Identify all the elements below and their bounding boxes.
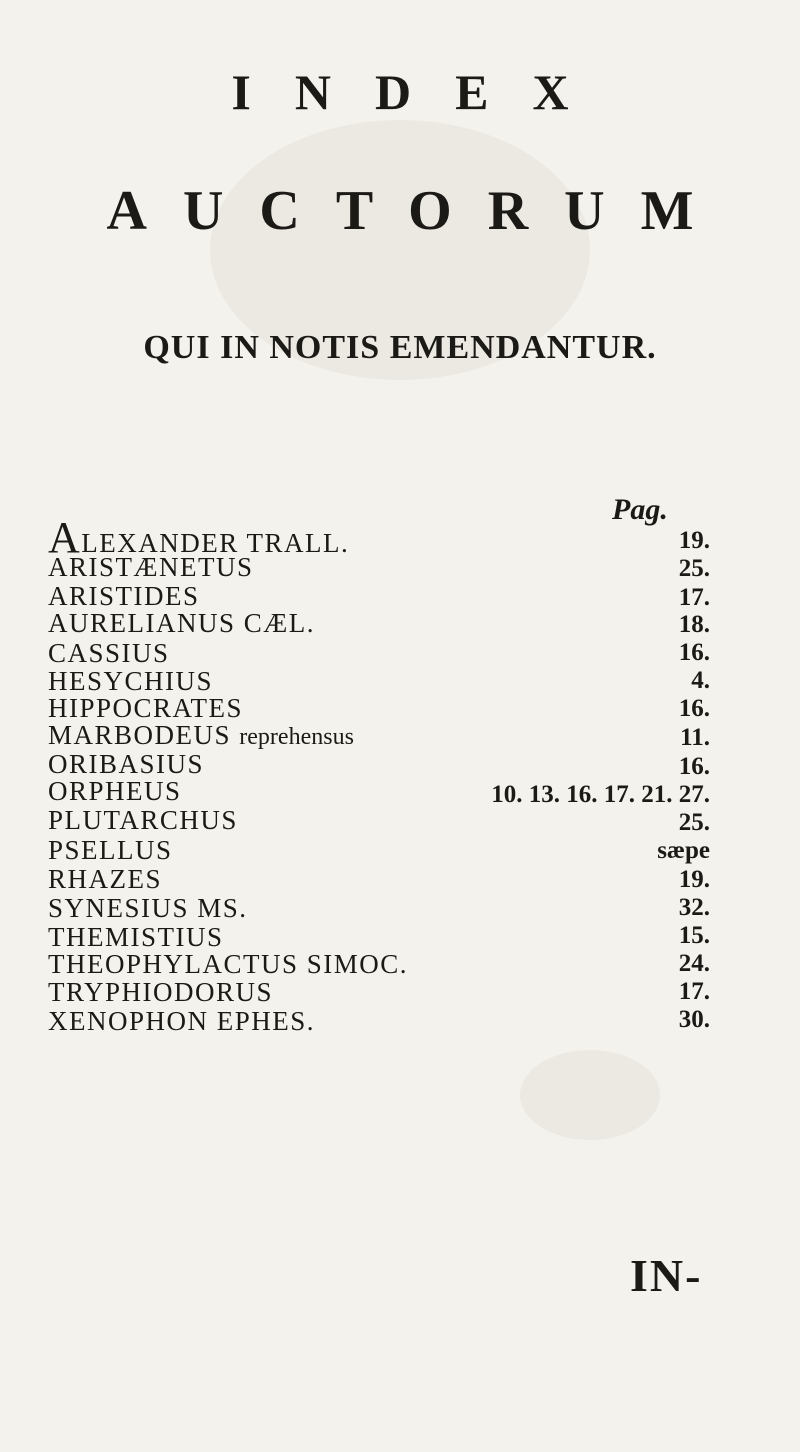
author-entry bbox=[48, 893, 248, 923]
paper-stain bbox=[520, 1050, 660, 1140]
author-entry bbox=[48, 949, 408, 979]
page-reference: 18. bbox=[678, 611, 710, 638]
page-reference: 16. bbox=[678, 753, 710, 780]
author-entry bbox=[48, 922, 224, 952]
page-reference: 24. bbox=[678, 950, 710, 977]
page-reference: 17. bbox=[678, 978, 710, 1005]
page-column-header: Pag. bbox=[612, 493, 668, 526]
author-name: ARISTIDES bbox=[48, 581, 200, 611]
page-reference: 32. bbox=[678, 894, 710, 921]
author-name: ORPHEUS bbox=[48, 776, 182, 806]
page-reference: sæpe bbox=[657, 837, 710, 864]
page-reference: 16. bbox=[678, 695, 710, 722]
page-reference: 10. 13. 16. 17. 21. 27. bbox=[491, 781, 710, 808]
page-reference: 17. bbox=[678, 584, 710, 611]
page-reference: 25. bbox=[678, 809, 710, 836]
page-reference: 25. bbox=[678, 555, 710, 582]
page-reference: 16. bbox=[678, 639, 710, 666]
author-name: THEOPHYLACTUS SIMOC. bbox=[48, 949, 409, 979]
author-name: MARBODEUS bbox=[48, 720, 232, 750]
page-reference: 15. bbox=[678, 922, 710, 949]
page-reference: 11. bbox=[680, 724, 710, 751]
catchword: IN- bbox=[630, 1250, 703, 1301]
author-name: AURELIANUS CÆL. bbox=[48, 608, 316, 638]
author-name: LEXANDER TRALL. bbox=[81, 528, 350, 558]
author-name: XENOPHON EPHES. bbox=[48, 1006, 316, 1036]
author-name: CASSIUS bbox=[48, 638, 170, 668]
drop-initial: A bbox=[48, 513, 82, 562]
author-name: ORIBASIUS bbox=[48, 749, 205, 779]
auctorum-title: AUCTORUM bbox=[106, 180, 730, 242]
author-entry bbox=[48, 805, 238, 835]
subtitle: QUI IN NOTIS EMENDANTUR. bbox=[143, 329, 657, 366]
author-name: ARISTÆNETUS bbox=[48, 552, 254, 582]
author-name: PLUTARCHUS bbox=[48, 805, 238, 835]
author-name: THEMISTIUS bbox=[48, 922, 224, 952]
author-entry bbox=[48, 864, 162, 894]
author-entry bbox=[48, 835, 173, 865]
page-reference: 30. bbox=[678, 1006, 710, 1033]
author-name: PSELLUS bbox=[48, 835, 173, 865]
author-entry bbox=[48, 776, 182, 806]
author-entry bbox=[48, 749, 204, 779]
author-name: HIPPOCRATES bbox=[48, 693, 244, 723]
page-reference: 19. bbox=[678, 866, 710, 893]
author-entry bbox=[48, 977, 273, 1007]
page-reference: 4. bbox=[691, 667, 710, 694]
page-reference: 19. bbox=[678, 527, 710, 554]
author-entry bbox=[48, 581, 200, 611]
author-entry bbox=[48, 666, 213, 696]
author-note: reprehensus bbox=[239, 724, 354, 750]
author-entry bbox=[48, 608, 315, 638]
author-entry bbox=[48, 1006, 315, 1036]
author-name: HESYCHIUS bbox=[48, 666, 214, 696]
author-entry bbox=[48, 552, 254, 582]
author-name: RHAZES bbox=[48, 864, 163, 894]
author-name: TRYPHIODORUS bbox=[48, 977, 274, 1007]
author-name: SYNESIUS MS. bbox=[48, 893, 248, 923]
author-entry bbox=[48, 693, 243, 723]
index-title: INDEX bbox=[231, 64, 613, 120]
author-entry bbox=[48, 720, 354, 752]
author-entry bbox=[48, 638, 170, 668]
